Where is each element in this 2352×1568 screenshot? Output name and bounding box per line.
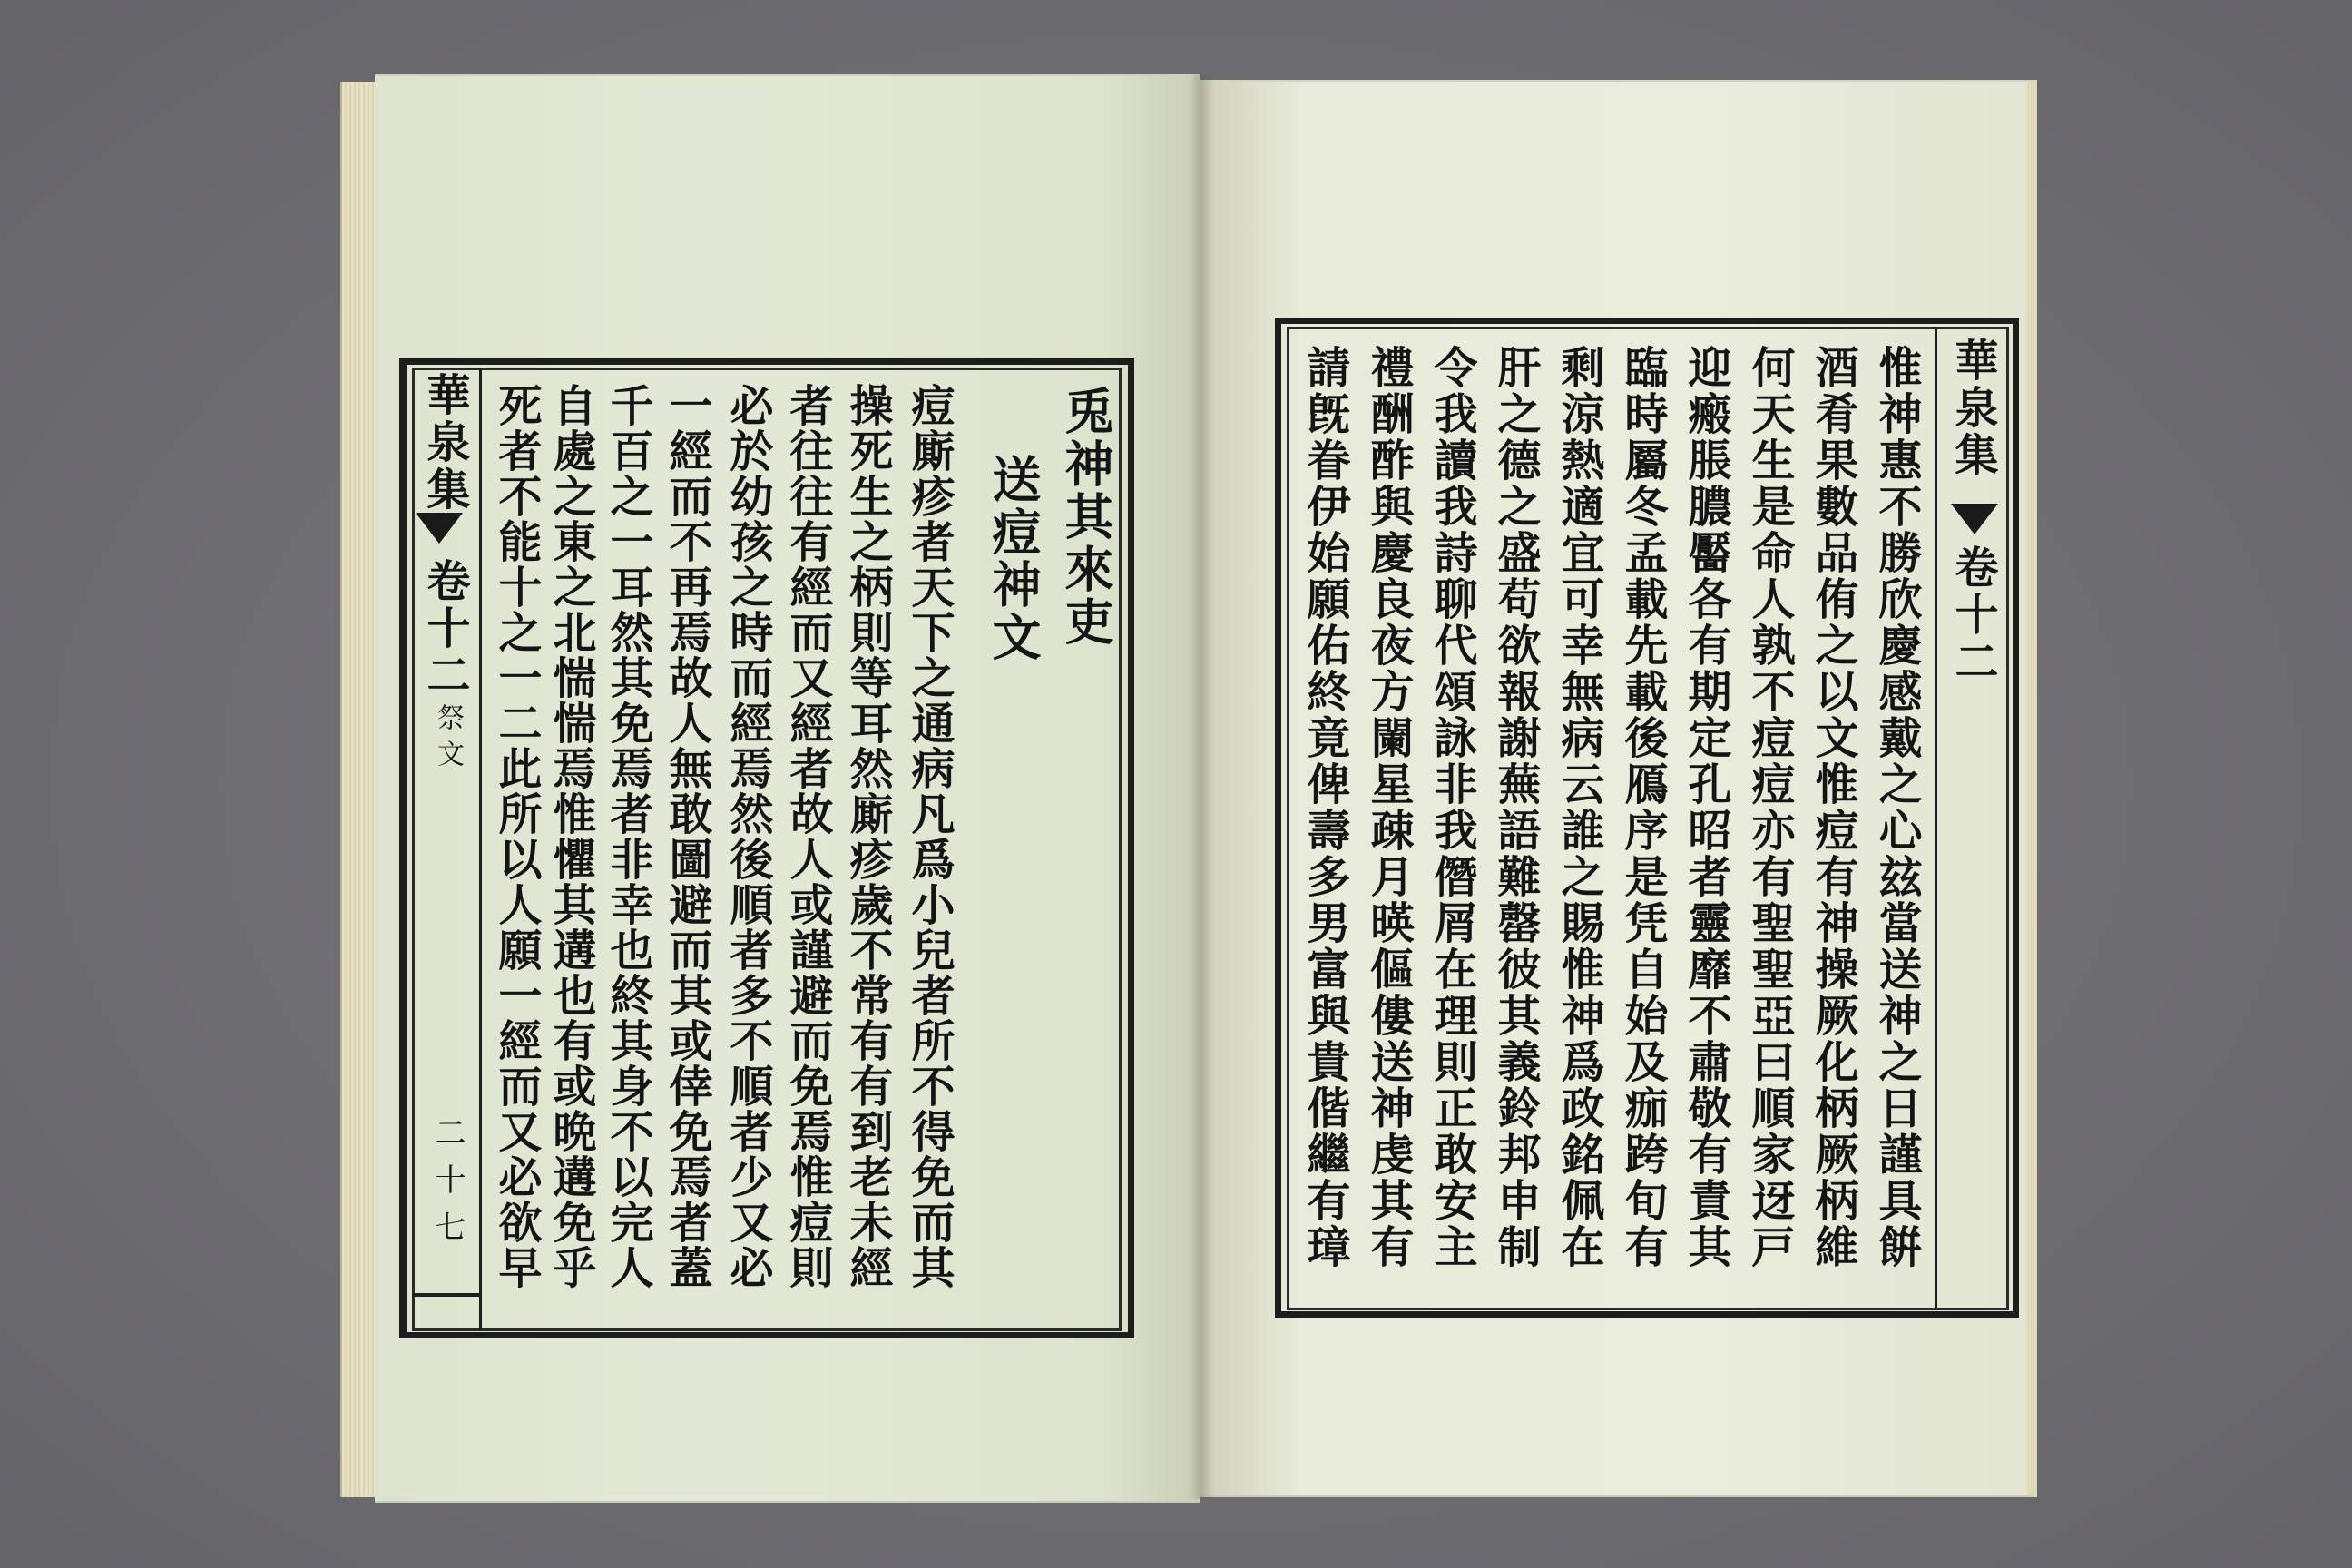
left-column-1: 兎神其來吏 [1057, 386, 1115, 649]
left-section-label: 祭文 [432, 703, 464, 776]
left-folio-number: 二十七 [429, 1116, 466, 1258]
right-column-4: 迎瘢脹膿靨各有期定孔昭者靈靡不肅敬有責其 [1681, 345, 1731, 1270]
left-column-4: 操死生之柄則等耳然廝疹歲不常有有到老未經 [842, 383, 893, 1290]
right-column-9: 禮酬酢與慶良夜方闌星疎月暎傴僂送神虔其有 [1363, 345, 1414, 1270]
right-column-7: 肝之德之盛苟欲報謝蕪語難罄彼其義鈴邦申制 [1490, 345, 1541, 1270]
book-gutter [1189, 74, 1214, 1499]
left-column-5: 者往往有經而又經者故人或謹避而免焉惟痘則 [782, 383, 833, 1290]
left-column-7: 一經而不再焉故人無敢圖避而其或倖免焉者蓋 [662, 383, 712, 1290]
right-fishtail-top [1951, 504, 1998, 534]
left-essay-title: 送痘神文 [985, 454, 1043, 664]
right-column-10: 請旣眷伊始願佑終竟俾壽多男富與貴偕繼有璋 [1299, 345, 1350, 1270]
left-page-edges [340, 82, 378, 1497]
left-column-9: 自處之東之北惴惴焉惟懼其遘也有或晩遘免乎 [545, 383, 596, 1290]
right-page-edges [2026, 83, 2037, 1490]
right-juan-number: 卷十二 [1947, 544, 1998, 686]
left-column-10: 死者不能十之一二此所以人願一經而又必欲早 [491, 383, 542, 1290]
right-column-8: 令我讀我詩聊代頌詠非我僭屑在理則正敢安主 [1426, 345, 1477, 1270]
left-column-6: 必於幼孩之時而經焉然後順者多不順者少又必 [722, 383, 773, 1290]
right-column-5: 臨時屬冬孟載先載後鴈序是凭自始及痂跨旬有 [1617, 345, 1668, 1270]
right-banxin-rule [1935, 327, 1937, 1310]
left-margin-title: 華泉集 [419, 372, 470, 514]
right-column-1: 惟神惠不勝欣慶感戴之心玆當送神之日謹具餠 [1871, 345, 1922, 1270]
left-fishtail-top [416, 513, 463, 544]
left-column-8: 千百之一耳然其免焉者非幸也終其身不以完人 [603, 383, 653, 1290]
right-column-6: 剩涼熱適宜可幸無病云誰之賜惟神爲政銘佩在 [1553, 345, 1604, 1270]
left-juan-number: 卷十二 [419, 558, 470, 700]
left-banxin-rule [479, 368, 482, 1331]
right-margin-title: 華泉集 [1947, 338, 1998, 479]
right-column-2: 酒肴果數品侑之以文惟痘有神操厥化柄厥柄維 [1808, 345, 1858, 1270]
left-banxin-bottom-rule [412, 1293, 481, 1297]
left-column-3: 痘廝疹者天下之通病凡爲小兒者所不得免而其 [904, 383, 955, 1290]
right-column-3: 何天生是命人孰不痘痘亦有聖聖亞曰順家迓戸 [1744, 345, 1795, 1270]
